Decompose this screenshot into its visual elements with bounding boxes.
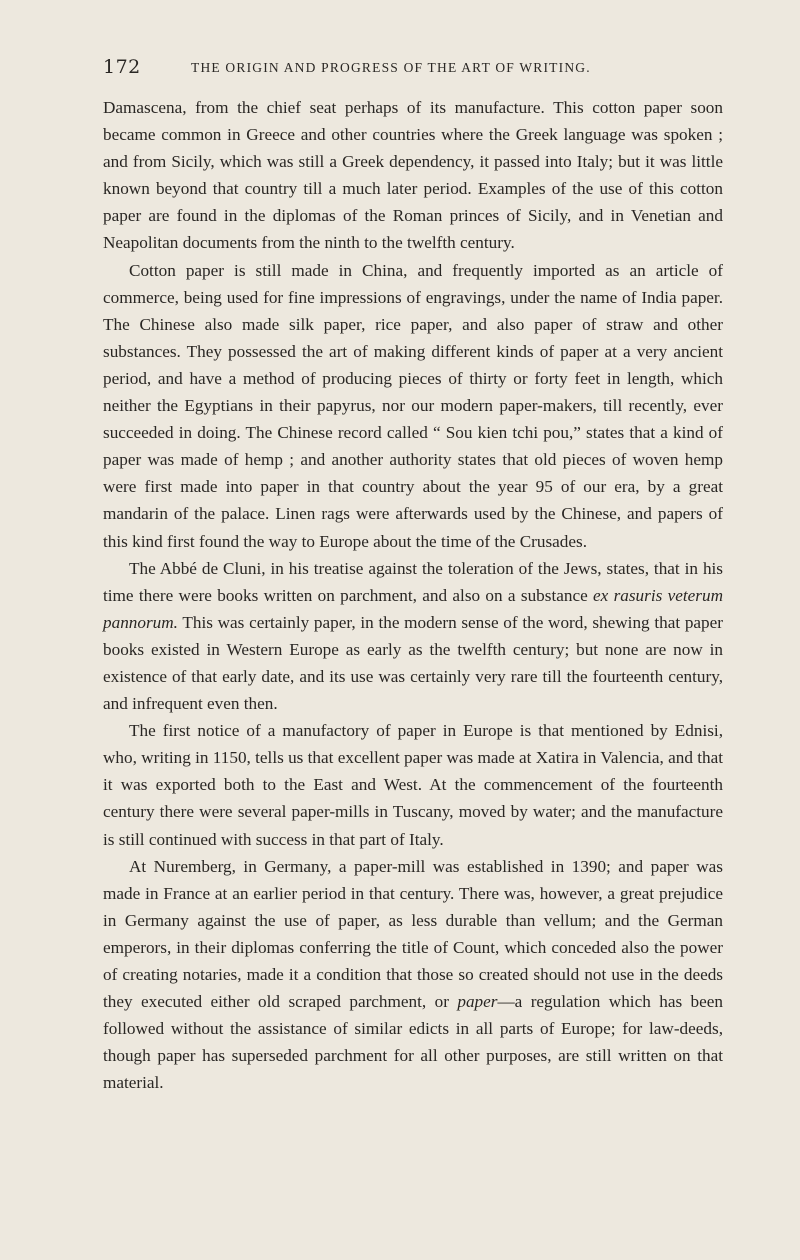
italic-word: paper [457,992,498,1012]
paragraph [103,257,723,555]
page-header [103,56,723,82]
paragraph [103,94,723,257]
body-text [103,94,723,1096]
paragraph-text: The Abbé de Cluni, in his treatise against the toleration of the Jews, states, that in his time there were books written on parchment, and also on a substance [103,558,723,605]
paragraph-text: This was certainly paper, in the modern sense of the word, shewing that paper books existed in Western Europe as early as the twelfth century; but none are now in existence of that early date, and its use was certainly very rare till the fourteenth century, and infrequent even then. [103,612,723,714]
paragraph-text: —a regulation which has been followed without the assistance of similar edicts in all parts of Europe; for law-deeds, though paper has superseded parchment for all other purposes, are still written on that material. [103,992,723,1093]
paragraph [103,717,723,852]
paragraph-text: Cotton paper is still made in China, and frequently imported as an article of commerce, being used for fine impressions of engravings, under the name of India paper. The Chinese also made silk paper, rice paper, and also paper of straw and other substances. They possessed the art of making different kinds of paper at a very ancient period, and have a method of producing pieces of thirty or forty feet in length, which neither the Egyptians in their papyrus, nor our modern paper-makers, till recently, ever succeeded in doing. The Chinese record called “ Sou kien tchi pou,” states that a kind of paper was made of hemp ; and another authority states that old pieces of woven hemp were first made into paper in that country about the year 95 of our era, by a great mandarin of the palace. Linen rags were afterwards used by the Chinese, and papers of this kind first found the way to Europe about the time of the Crusades. [103,260,723,551]
paragraph [103,853,723,1097]
paragraph-text: Damascena, from the chief seat perhaps of its manufacture. This cotton paper soon became common in Greece and other countries where the Greek language was spoken ; and from Sicily, which was still a Greek dependency, it passed into Italy; but it was little known beyond that country till a much later period. Examples of the use of this cotton paper are found in the diplomas of the Roman princes of Sicily, and in Venetian and Neapolitan documents from the ninth to the twelfth century. [103,98,723,253]
running-title: THE ORIGIN AND PROGRESS OF THE ART OF WRITING. [191,60,591,75]
latin-phrase: ex rasuris veterum pannorum. [103,585,723,632]
paragraph [103,555,723,718]
paragraph-text: The first notice of a manufactory of paper in Europe is that mentioned by Ednisi, who, writing in 1150, tells us that excellent paper was made at Xatira in Valencia, and that it was exported both to the East and West. At the commencement of the fourteenth century there were several paper-mills in Tuscany, moved by water; and the manufacture is still continued with success in that part of Italy. [103,721,723,849]
page-number: 172 [103,56,141,78]
paragraph-text: At Nuremberg, in Germany, a paper-mill was established in 1390; and paper was made in France at an earlier period in that century. There was, however, a great prejudice in Germany against the use of paper, as less durable than vellum; and the German emperors, in their diplomas conferring the title of Count, which conceded also the power of creating notaries, made it a condition that those so created should not use in the deeds they executed either old scraped parchment, or [103,856,723,1012]
